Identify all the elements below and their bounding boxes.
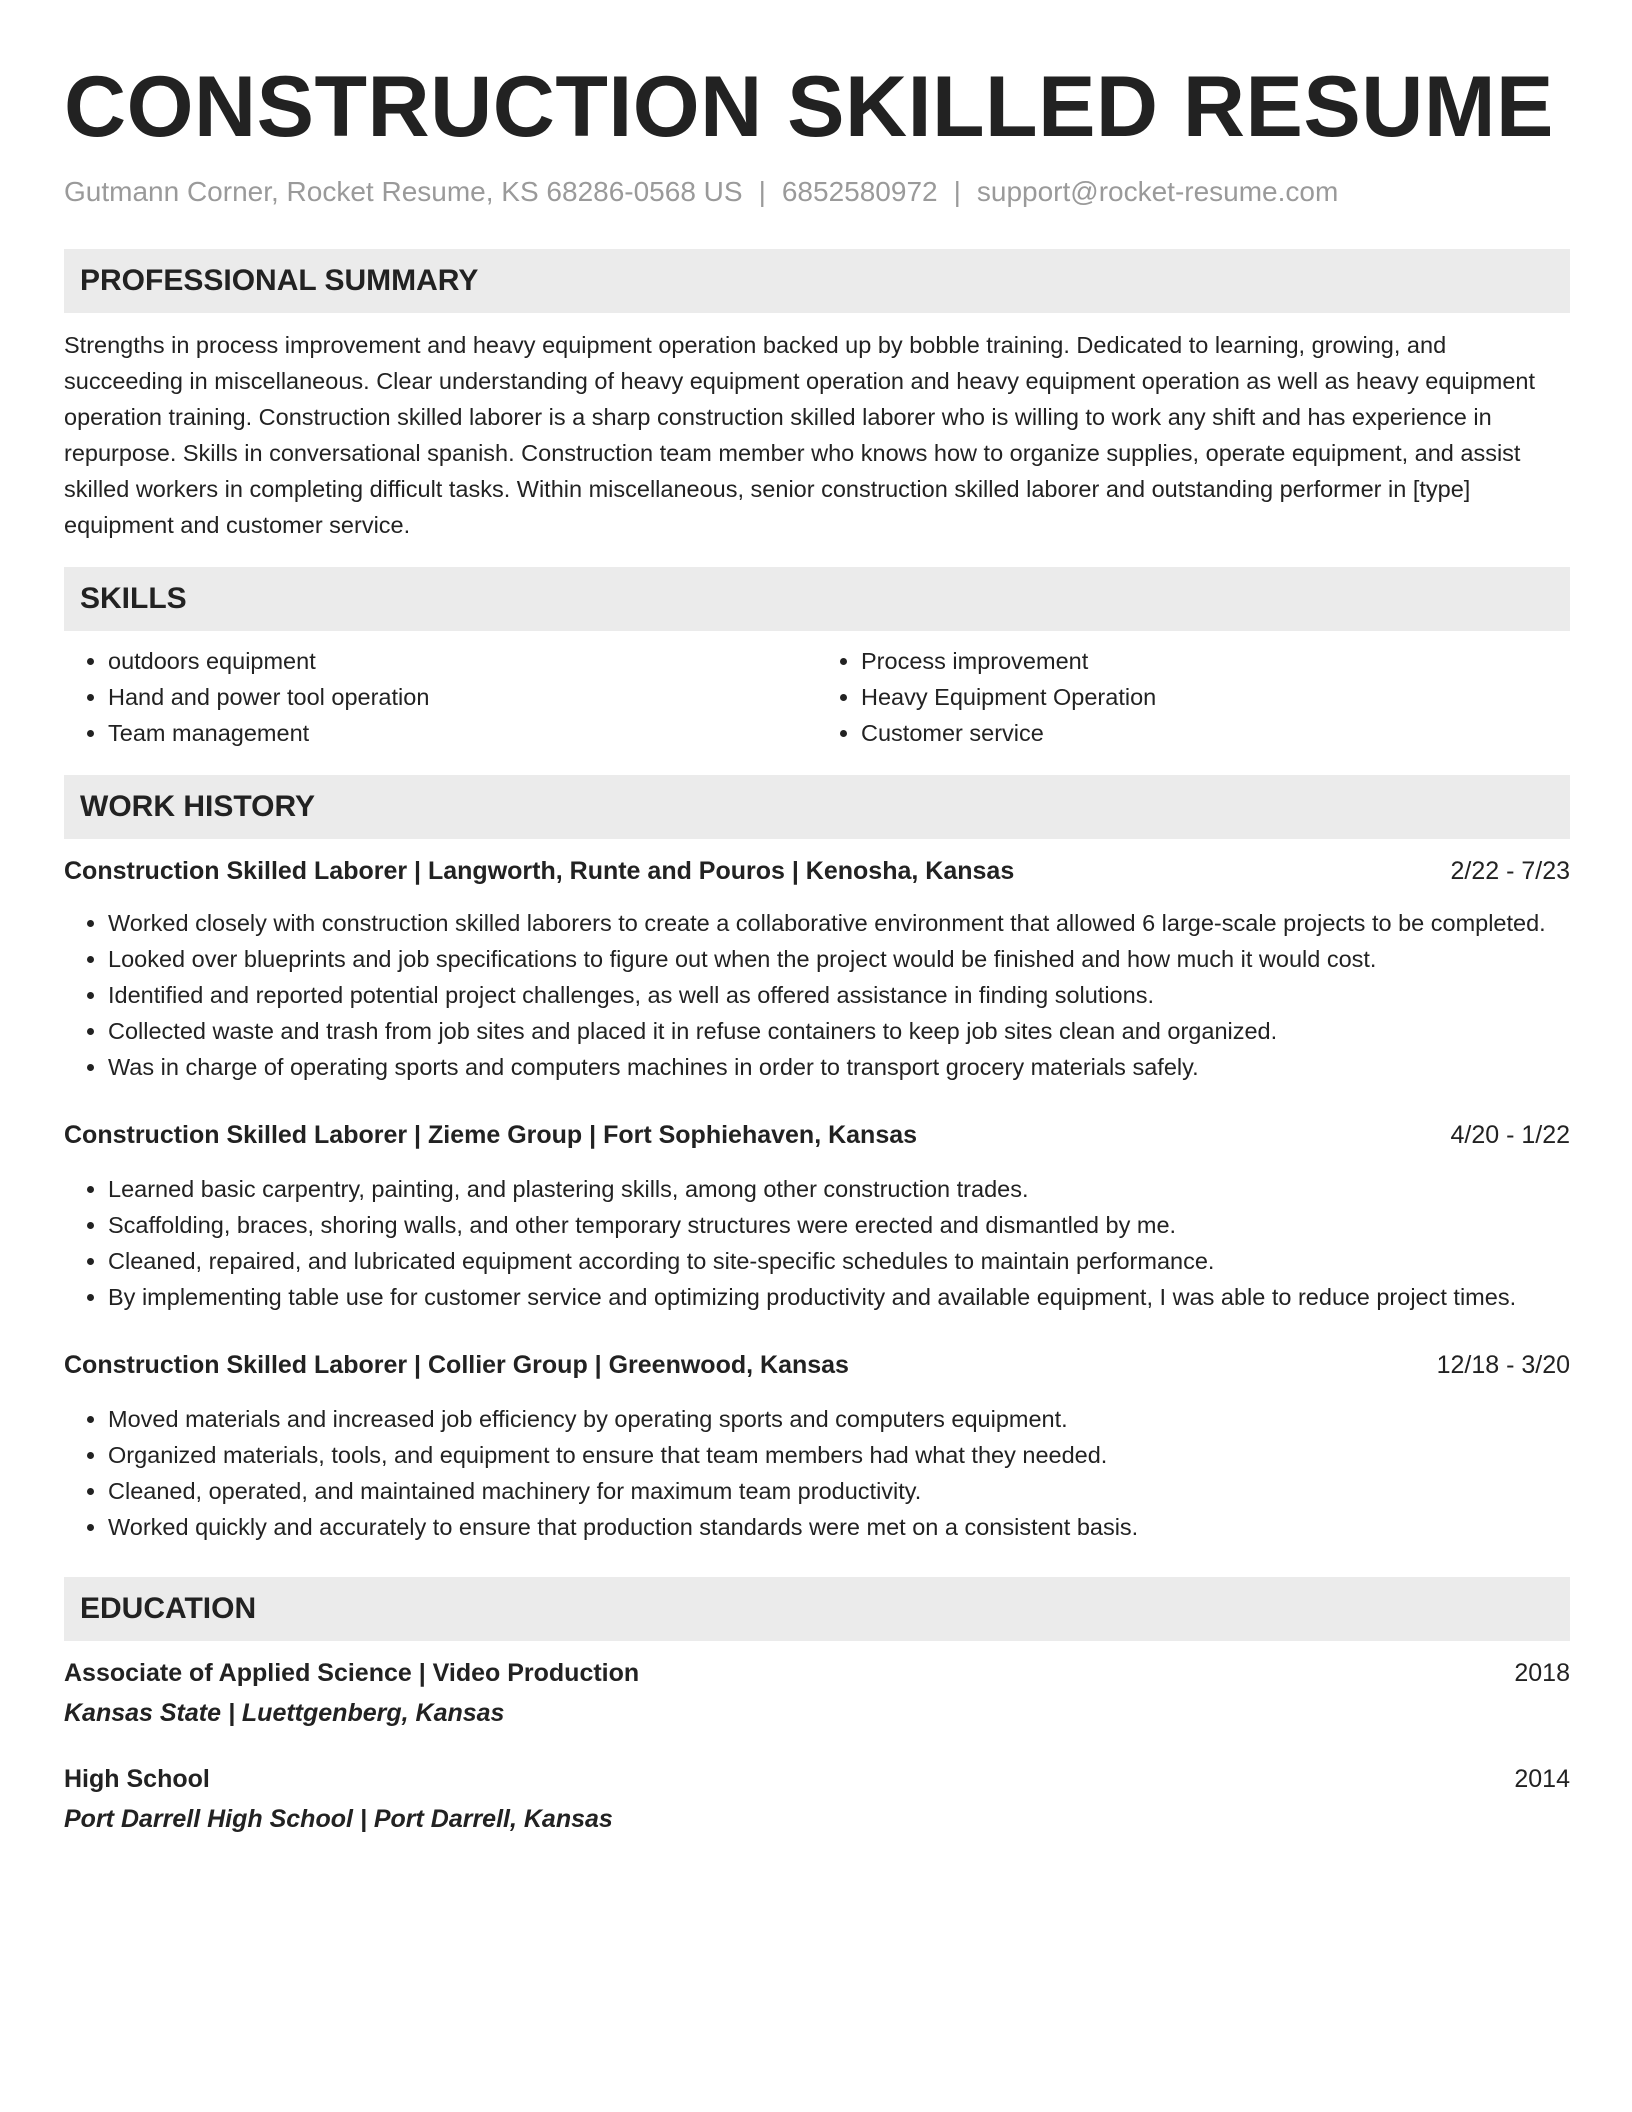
job-bullet: • Cleaned, repaired, and lubricated equipment according to site-specific schedules to maintain performance. bbox=[108, 1243, 1570, 1279]
job-bullet: • Learned basic carpentry, painting, and plastering skills, among other construction trades. bbox=[108, 1171, 1570, 1207]
contact-separator: | bbox=[758, 176, 766, 207]
education-entry bbox=[64, 1761, 1570, 1837]
skill-item: • Process improvement bbox=[861, 643, 1570, 679]
education-school: Port Darrell High School | Port Darrell, Kansas bbox=[64, 1805, 613, 1833]
resume-page bbox=[64, 0, 1570, 1837]
work-section-header bbox=[64, 775, 1570, 839]
skill-item: • outdoors equipment bbox=[108, 643, 817, 679]
education-degree: Associate of Applied Science | Video Production bbox=[64, 1659, 640, 1687]
education-year: 2018 bbox=[1514, 1659, 1570, 1687]
contact-line bbox=[64, 174, 1570, 210]
job-bullet: • Scaffolding, braces, shoring walls, and other temporary structures were erected and dismantled by me. bbox=[108, 1207, 1570, 1243]
job-bullet: • Identified and reported potential project challenges, as well as offered assistance in finding solutions. bbox=[108, 977, 1570, 1013]
job-dates: 2/22 - 7/23 bbox=[1450, 857, 1570, 885]
contact-email: support@rocket-resume.com bbox=[976, 176, 1339, 207]
education-degree: High School bbox=[64, 1765, 210, 1793]
education-section-header bbox=[64, 1577, 1570, 1641]
summary-heading: PROFESSIONAL SUMMARY bbox=[80, 264, 479, 297]
job-bullet: • Worked quickly and accurately to ensure that production standards were met on a consistent basis. bbox=[108, 1509, 1570, 1545]
education-year: 2014 bbox=[1514, 1765, 1570, 1793]
job-bullet: • Moved materials and increased job efficiency by operating sports and computers equipment. bbox=[108, 1401, 1570, 1437]
skills-heading: SKILLS bbox=[80, 582, 187, 615]
job-bullet: • Looked over blueprints and job specifications to figure out when the project would be finished and how much it would cost. bbox=[108, 941, 1570, 977]
education-header bbox=[64, 1761, 1570, 1797]
summary-section-header bbox=[64, 249, 1570, 313]
job-bullets bbox=[64, 1401, 1570, 1545]
skill-item: • Customer service bbox=[861, 715, 1570, 751]
job-title: Construction Skilled Laborer | Langworth, Runte and Pouros | Kenosha, Kansas bbox=[64, 857, 1015, 885]
resume-title: CONSTRUCTION SKILLED RESUME bbox=[64, 59, 1554, 155]
job-bullet: • By implementing table use for customer service and optimizing productivity and available equipment, I was able to reduce project times. bbox=[108, 1279, 1570, 1315]
job-dates: 4/20 - 1/22 bbox=[1450, 1121, 1570, 1149]
skills-column-left bbox=[64, 643, 817, 751]
job-title: Construction Skilled Laborer | Collier Group | Greenwood, Kansas bbox=[64, 1351, 849, 1379]
job-header bbox=[64, 1347, 1570, 1383]
education-header bbox=[64, 1655, 1570, 1691]
contact-separator: | bbox=[953, 176, 961, 207]
job-bullets bbox=[64, 1171, 1570, 1315]
work-heading: WORK HISTORY bbox=[80, 790, 316, 823]
education-entry bbox=[64, 1655, 1570, 1731]
job-bullet: • Cleaned, operated, and maintained machinery for maximum team productivity. bbox=[108, 1473, 1570, 1509]
education-heading: EDUCATION bbox=[80, 1592, 257, 1625]
skill-item: • Hand and power tool operation bbox=[108, 679, 817, 715]
job-dates: 12/18 - 3/20 bbox=[1436, 1351, 1570, 1379]
job-header bbox=[64, 1117, 1570, 1153]
job-header bbox=[64, 853, 1570, 889]
job-bullet: • Was in charge of operating sports and computers machines in order to transport grocery materials safely. bbox=[108, 1049, 1570, 1085]
summary-text: Strengths in process improvement and heavy equipment operation backed up by bobble training. Dedicated to learning, growing, and succeeding in miscellaneous. Clear understanding of heavy equipment operation and heavy equipment operation as well as heavy equipment operation training. Construction skilled laborer is a sharp construction skilled laborer who is willing to work any shift and has experience in repurpose. Skills in conversational spanish. Construction team member who knows how to organize supplies, operate equipment, and assist skilled workers in completing difficult tasks. Within miscellaneous, senior construction skilled laborer and outstanding performer in [type] equipment and customer service. bbox=[64, 332, 1535, 538]
contact-phone: 6852580972 bbox=[781, 176, 938, 207]
skill-item: • Team management bbox=[108, 715, 817, 751]
job-entry bbox=[64, 1117, 1570, 1315]
job-bullets bbox=[64, 905, 1570, 1085]
skills-column-right bbox=[817, 643, 1570, 751]
skills-section-header bbox=[64, 567, 1570, 631]
job-entry bbox=[64, 1347, 1570, 1545]
job-bullet: • Organized materials, tools, and equipment to ensure that team members had what they needed. bbox=[108, 1437, 1570, 1473]
job-title: Construction Skilled Laborer | Zieme Group | Fort Sophiehaven, Kansas bbox=[64, 1121, 918, 1149]
skill-item: • Heavy Equipment Operation bbox=[861, 679, 1570, 715]
education-school: Kansas State | Luettgenberg, Kansas bbox=[64, 1699, 505, 1727]
job-entry bbox=[64, 853, 1570, 1085]
contact-address: Gutmann Corner, Rocket Resume, KS 68286-0568 US bbox=[64, 176, 743, 207]
skills-list bbox=[64, 643, 1570, 751]
job-bullet: • Worked closely with construction skilled laborers to create a collaborative environment that allowed 6 large-scale projects to be completed. bbox=[108, 905, 1570, 941]
job-bullet: • Collected waste and trash from job sites and placed it in refuse containers to keep job sites clean and organized. bbox=[108, 1013, 1570, 1049]
